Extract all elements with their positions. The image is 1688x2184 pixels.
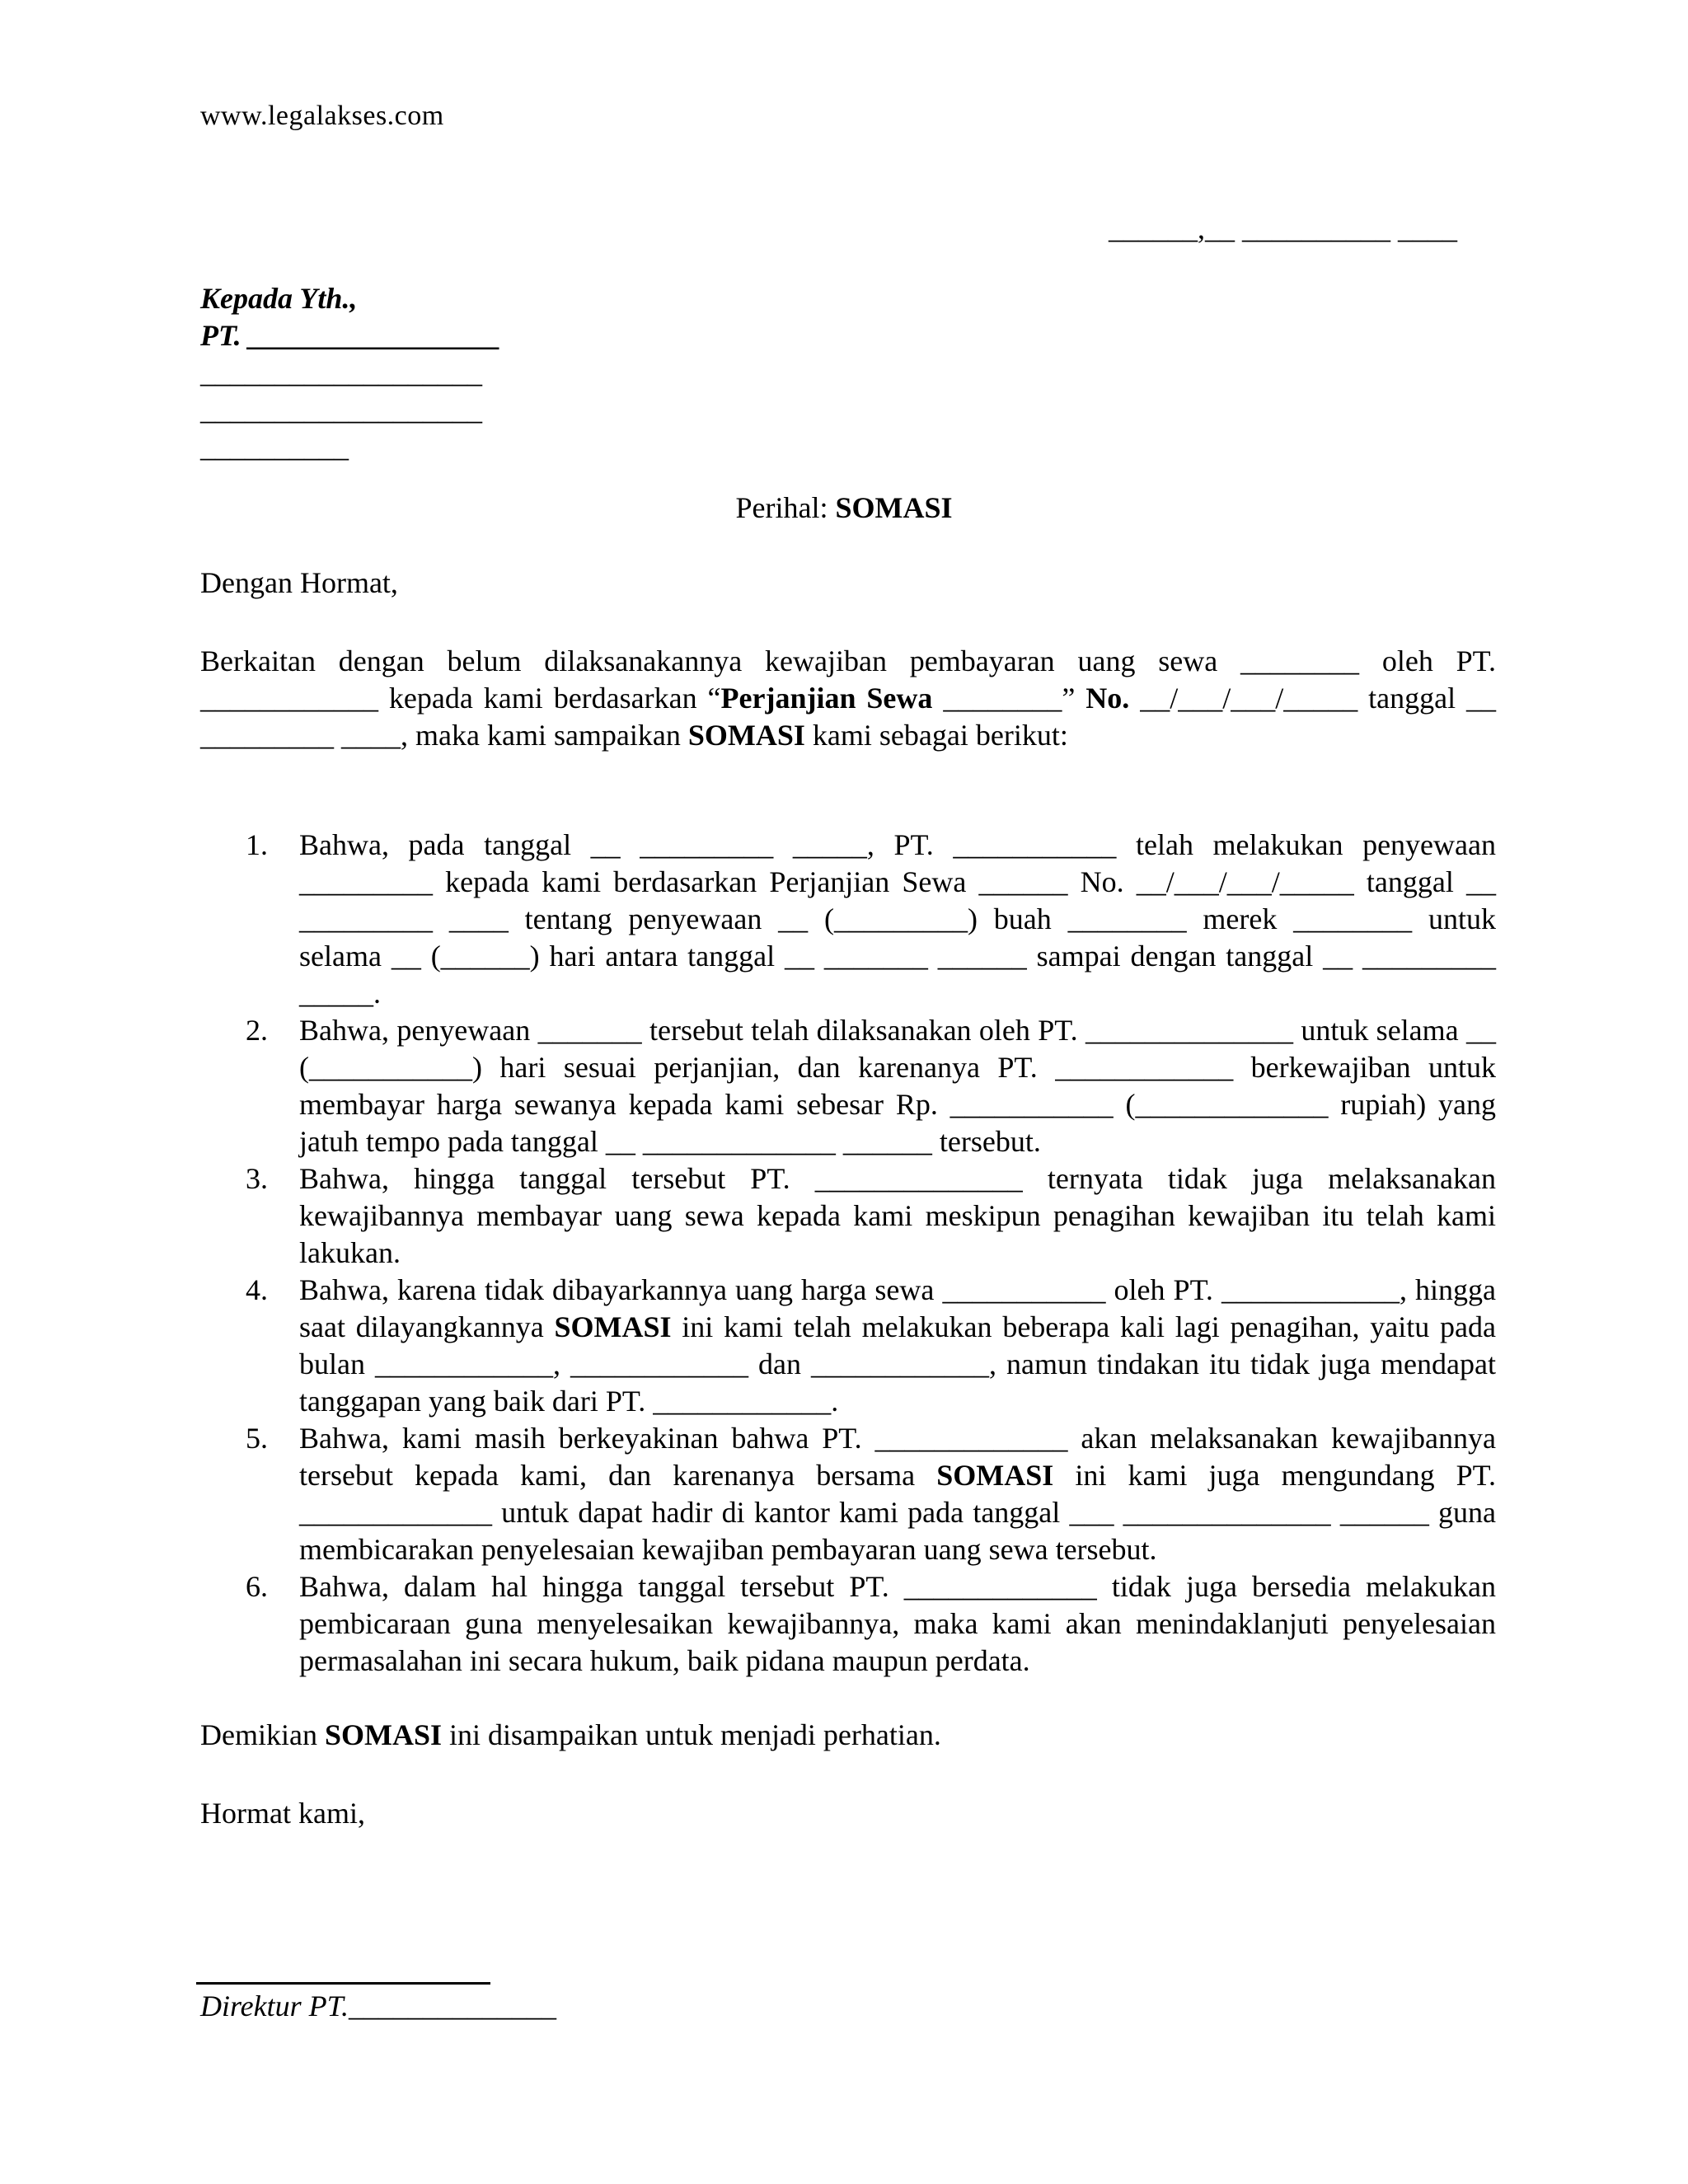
closing-paragraph <box>200 1717 1496 1754</box>
intro-bold-somasi: SOMASI <box>687 719 805 752</box>
recipient-company: PT. _________________ <box>200 319 501 352</box>
list-item <box>200 827 1496 1012</box>
subject-label: Perihal: <box>735 491 828 524</box>
recipient-address-line: ___________________ <box>200 356 482 389</box>
points-list <box>200 827 1496 1680</box>
recipient-address-line: ___________________ <box>200 393 482 426</box>
intro-bold-number: No. <box>1085 682 1130 715</box>
list-item <box>200 1012 1496 1160</box>
intro-paragraph <box>200 643 1496 754</box>
intro-text: ________” <box>932 682 1086 715</box>
subject-line <box>0 490 1688 525</box>
list-item-number: 6. <box>246 1570 268 1603</box>
date-line: ______,__ __________ ____ <box>1109 212 1457 245</box>
list-item-bold-somasi: SOMASI <box>936 1459 1054 1492</box>
list-item <box>200 1160 1496 1272</box>
intro-bold-agreement: Perjanjian Sewa <box>720 682 933 715</box>
intro-text: __/___/___/_____ tanggal __ _________ ____, maka kami sampaikan <box>200 682 1497 752</box>
list-item-text: Bahwa, kami masih berkeyakinan bahwa PT. _____________ akan melaksanakan kewajibannya tersebut kepada kami, dan karenanya bersama <box>299 1422 1496 1492</box>
list-item <box>200 1420 1496 1568</box>
signature-title: Direktur PT.______________ <box>200 1990 556 2022</box>
list-item-text: ini kami juga mengundang PT. _____________ untuk dapat hadir di kantor kami pada tanggal ___ ______________ ______ guna membicarakan penyelesaian kewajiban pembayaran uang sewa tersebut. <box>299 1459 1497 1566</box>
recipient-address-line: __________ <box>200 430 349 463</box>
closing-text: ini disampaikan untuk menjadi perhatian. <box>442 1718 941 1751</box>
closing-text: Demikian <box>200 1718 325 1751</box>
list-item-text: Bahwa, penyewaan _______ tersebut telah dilaksanakan oleh PT. ______________ untuk selama __ (___________) hari sesuai perjanjian, dan karenanya PT. ____________ berkewajiban untuk membayar harga sewanya kepada kami sebesar Rp. ___________ (_____________ rupiah) yang jatuh tempo pada tanggal __ _____________ ______ tersebut. <box>299 1014 1496 1158</box>
list-item <box>200 1272 1496 1420</box>
intro-text: Berkaitan dengan belum dilaksanakannya kewajiban pembayaran uang sewa ________ oleh PT. ____________ kepada kami berdasarkan “ <box>200 644 1496 715</box>
list-item-number: 4. <box>246 1273 268 1306</box>
website-header: www.legalakses.com <box>200 101 444 131</box>
closing-bold-somasi: SOMASI <box>324 1718 442 1751</box>
recipient-block <box>200 280 501 466</box>
regards: Hormat kami, <box>200 1797 365 1830</box>
list-item-text: Bahwa, pada tanggal __ _________ _____, PT. ___________ telah melakukan penyewaan _________ kepada kami berdasarkan Perjanjian Sewa ______ No. __/___/___/_____ tanggal __ _________ ____ tentang penyewaan __ (_________) buah ________ merek ________ untuk selama __ (______) hari antara tanggal __ _______ ______ sampai dengan tanggal __ _________ _____. <box>299 828 1496 1010</box>
signature-line <box>196 1982 490 1985</box>
list-item-text: Bahwa, hingga tanggal tersebut PT. ______________ ternyata tidak juga melaksanakan kewajibannya membayar uang sewa kepada kami meskipun penagihan kewajiban itu telah kami lakukan. <box>299 1162 1496 1269</box>
list-item-number: 2. <box>246 1014 268 1047</box>
list-item-number: 1. <box>246 828 268 861</box>
list-item-text: ini kami telah melakukan beberapa kali lagi penagihan, yaitu pada bulan ____________, ____________ dan ____________, namun tindakan itu tidak juga mendapat tanggapan yang baik dari PT. ____________. <box>299 1310 1496 1418</box>
recipient-greeting: Kepada Yth., <box>200 282 358 315</box>
list-item-bold-somasi: SOMASI <box>554 1310 672 1343</box>
list-item-text: Bahwa, dalam hal hingga tanggal tersebut PT. _____________ tidak juga bersedia melakukan pembicaraan guna menyelesaikan kewajibannya, maka kami akan menindaklanjuti penyelesaian permasalahan ini secara hukum, baik pidana maupun perdata. <box>299 1570 1496 1677</box>
subject-value: SOMASI <box>835 491 953 524</box>
list-item <box>200 1568 1496 1680</box>
list-item-text: Bahwa, karena tidak dibayarkannya uang harga sewa ___________ oleh PT. ____________, hingga saat dilayangkannya <box>299 1273 1496 1343</box>
intro-text: kami sebagai berikut: <box>804 719 1068 752</box>
list-item-number: 5. <box>246 1422 268 1455</box>
salutation: Dengan Hormat, <box>200 566 398 599</box>
list-item-number: 3. <box>246 1162 268 1195</box>
